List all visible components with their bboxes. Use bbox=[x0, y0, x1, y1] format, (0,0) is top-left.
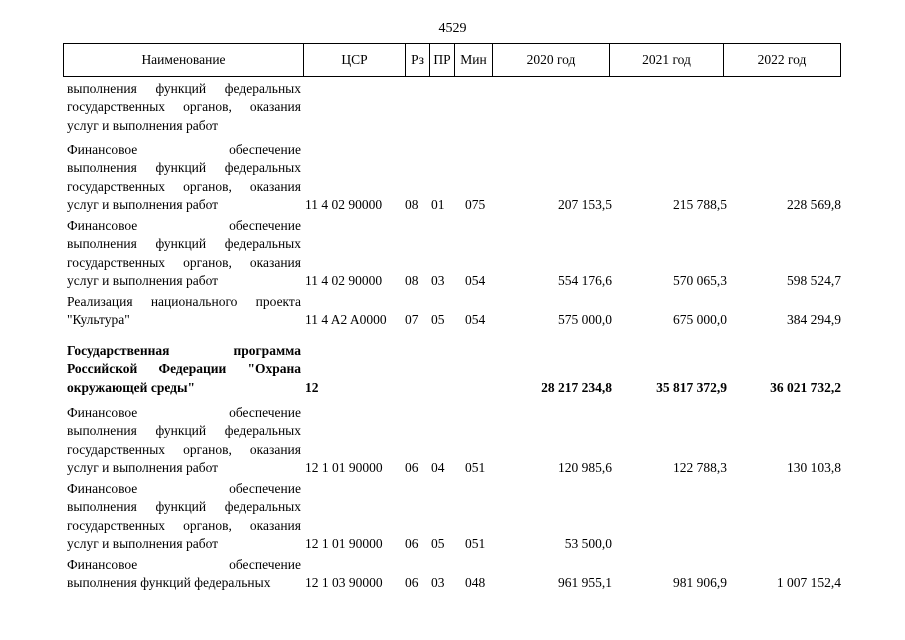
row-name-line: государственных органов, оказания bbox=[67, 517, 301, 533]
row-name-line: Российской Федерации "Охрана bbox=[67, 361, 301, 377]
row-name-line: государственных органов, оказания bbox=[67, 254, 301, 270]
row-csr: 12 1 03 90000 bbox=[305, 575, 383, 591]
row-2021: 570 065,3 bbox=[673, 273, 727, 289]
row-min: 075 bbox=[465, 197, 486, 213]
row-name-line: окружающей среды" bbox=[67, 379, 196, 395]
row-name-line: выполнения функций федеральных bbox=[67, 575, 271, 591]
row-pr: 03 bbox=[431, 575, 445, 591]
row-name-line: Финансовое обеспечение bbox=[67, 142, 301, 157]
row-2022: 130 103,8 bbox=[787, 460, 841, 476]
header-2022: 2022 год bbox=[757, 52, 807, 67]
row-pr: 05 bbox=[431, 536, 445, 552]
row-2021: 981 906,9 bbox=[673, 575, 727, 591]
row-pr: 05 bbox=[431, 312, 445, 328]
row-name-line: Реализация национального проекта bbox=[67, 294, 301, 309]
row-name-line: услуг и выполнения работ bbox=[67, 536, 219, 552]
page-number: 4529 bbox=[438, 21, 467, 36]
header-pr: ПР bbox=[430, 44, 455, 76]
row-name-line: "Культура" bbox=[67, 312, 130, 328]
row-rz: 06 bbox=[405, 536, 419, 552]
row-2021: 35 817 372,9 bbox=[656, 379, 727, 395]
row-name-line: выполнения функций федеральных bbox=[67, 81, 301, 96]
row-2022: 598 524,7 bbox=[787, 273, 841, 289]
row-csr: 12 1 01 90000 bbox=[305, 536, 383, 552]
row-csr: 11 4 A2 A0000 bbox=[305, 312, 387, 328]
row-name-line: Финансовое обеспечение bbox=[67, 557, 301, 572]
row-name-line: Финансовое обеспечение bbox=[67, 405, 301, 420]
row-csr: 12 1 01 90000 bbox=[305, 460, 383, 476]
row-rz: 06 bbox=[405, 460, 419, 476]
row-name-line: государственных органов, оказания bbox=[67, 178, 301, 194]
row-2021: 215 788,5 bbox=[673, 197, 727, 213]
row-rz: 08 bbox=[405, 273, 419, 289]
row-csr: 11 4 02 90000 bbox=[305, 273, 383, 289]
row-2020: 961 955,1 bbox=[558, 575, 612, 591]
header-name: Наименование bbox=[64, 44, 304, 76]
row-name-line: государственных органов, оказания bbox=[67, 99, 301, 115]
header-2021: 2021 год bbox=[610, 44, 724, 76]
row-csr: 11 4 02 90000 bbox=[305, 197, 383, 213]
row-min: 054 bbox=[465, 312, 486, 328]
row-min: 051 bbox=[465, 460, 486, 476]
header-min: Мин bbox=[455, 44, 493, 76]
row-name bbox=[67, 404, 301, 478]
row-2020: 575 000,0 bbox=[558, 312, 612, 328]
row-name-line: выполнения функций федеральных bbox=[67, 236, 301, 252]
row-pr: 03 bbox=[431, 273, 445, 289]
header-2020: 2020 год bbox=[493, 44, 610, 76]
row-2022: 228 569,8 bbox=[787, 197, 841, 213]
row-2020: 554 176,6 bbox=[558, 273, 612, 289]
row-2020: 207 153,5 bbox=[558, 197, 612, 213]
row-2022: 36 021 732,2 bbox=[770, 379, 841, 395]
row-name-line: Финансовое обеспечение bbox=[67, 481, 301, 496]
row-name bbox=[67, 80, 301, 135]
row-name bbox=[67, 556, 301, 593]
row-name-line: выполнения функций федеральных bbox=[67, 499, 301, 515]
row-name-line: выполнения функций федеральных bbox=[67, 423, 301, 439]
row-2022: 384 294,9 bbox=[787, 312, 841, 328]
row-name-line: услуг и выполнения работ bbox=[67, 197, 219, 213]
row-rz: 06 bbox=[405, 575, 419, 591]
row-min: 048 bbox=[465, 575, 486, 591]
header-csr: ЦСР bbox=[304, 44, 406, 76]
row-pr: 04 bbox=[431, 460, 445, 476]
row-name-line: выполнения функций федеральных bbox=[67, 160, 301, 176]
row-2020: 53 500,0 bbox=[564, 536, 612, 552]
row-name-line: услуг и выполнения работ bbox=[67, 273, 219, 289]
row-2022: 1 007 152,4 bbox=[776, 575, 841, 591]
row-2020: 120 985,6 bbox=[558, 460, 612, 476]
row-name bbox=[67, 141, 301, 215]
row-csr: 12 bbox=[305, 379, 319, 395]
row-name bbox=[67, 480, 301, 554]
row-name-line: государственных органов, оказания bbox=[67, 441, 301, 457]
row-pr: 01 bbox=[431, 197, 445, 213]
row-name-line: Государственная программа bbox=[67, 343, 301, 358]
row-name-line: услуг и выполнения работ bbox=[67, 460, 219, 476]
row-2021: 675 000,0 bbox=[673, 312, 727, 328]
row-2020: 28 217 234,8 bbox=[541, 379, 612, 395]
row-name bbox=[67, 342, 301, 397]
row-rz: 08 bbox=[405, 197, 419, 213]
row-min: 051 bbox=[465, 536, 486, 552]
row-name-line: услуг и выполнения работ bbox=[67, 117, 219, 133]
row-name-line: Финансовое обеспечение bbox=[67, 218, 301, 233]
header-rz: Рз bbox=[406, 44, 430, 76]
row-rz: 07 bbox=[405, 312, 419, 328]
row-name bbox=[67, 293, 301, 330]
row-min: 054 bbox=[465, 273, 486, 289]
row-name bbox=[67, 217, 301, 291]
row-2021: 122 788,3 bbox=[673, 460, 727, 476]
